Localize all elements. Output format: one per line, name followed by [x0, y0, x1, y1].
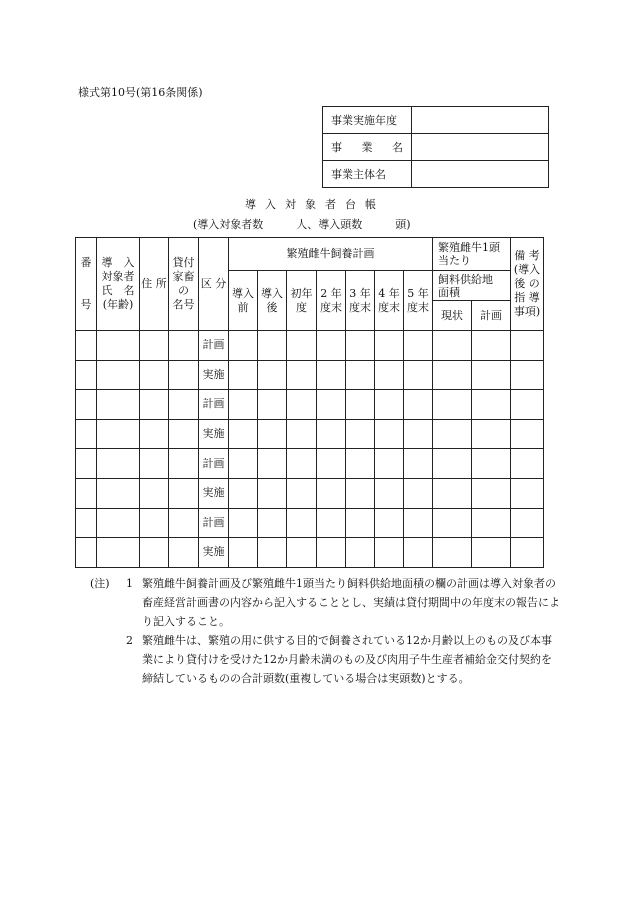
table-cell[interactable]	[346, 449, 375, 479]
table-cell[interactable]	[472, 478, 511, 508]
table-cell[interactable]	[433, 538, 472, 568]
table-cell[interactable]	[169, 360, 199, 390]
table-cell[interactable]	[287, 360, 317, 390]
table-cell[interactable]	[511, 478, 544, 508]
row-kubun-cell: 計画	[199, 508, 229, 538]
table-cell[interactable]	[140, 508, 169, 538]
table-cell[interactable]	[404, 331, 433, 361]
header-loan-livestock: 貸付 家畜 の 名号	[169, 238, 199, 331]
table-cell[interactable]	[375, 538, 404, 568]
table-cell[interactable]	[404, 508, 433, 538]
table-cell[interactable]	[169, 331, 199, 361]
row-kubun-cell: 実施	[199, 360, 229, 390]
header-year3: 3 年 度末	[346, 271, 375, 331]
header-after: 導入 後	[258, 271, 287, 331]
table-cell[interactable]	[472, 331, 511, 361]
header-feed-area-1: 繁殖雌牛1頭 当たり	[433, 238, 511, 271]
table-cell[interactable]	[97, 331, 140, 361]
table-cell[interactable]	[76, 508, 97, 538]
table-cell[interactable]	[258, 478, 287, 508]
table-cell[interactable]	[375, 390, 404, 420]
notes-mark: (注)	[90, 577, 110, 590]
table-cell[interactable]	[229, 390, 258, 420]
row-kubun-cell: 計画	[199, 390, 229, 420]
table-cell[interactable]	[169, 508, 199, 538]
table-cell[interactable]	[346, 360, 375, 390]
table-cell[interactable]	[97, 478, 140, 508]
row-kubun-cell: 実施	[199, 538, 229, 568]
table-cell[interactable]	[229, 360, 258, 390]
table-cell[interactable]	[346, 419, 375, 449]
table-cell[interactable]	[317, 331, 346, 361]
table-cell[interactable]	[140, 331, 169, 361]
table-cell[interactable]	[346, 538, 375, 568]
table-cell[interactable]	[472, 419, 511, 449]
table-cell[interactable]	[287, 331, 317, 361]
table-cell[interactable]	[76, 390, 97, 420]
table-cell[interactable]	[404, 478, 433, 508]
table-row	[76, 449, 544, 479]
table-row	[76, 478, 544, 508]
table-body	[76, 331, 544, 568]
document-subtitle: (導入対象者数 人、導入頭数 頭)	[193, 218, 411, 231]
table-cell[interactable]	[511, 390, 544, 420]
table-cell[interactable]	[140, 419, 169, 449]
table-cell[interactable]	[76, 449, 97, 479]
header-year2: 2 年 度末	[317, 271, 346, 331]
header-year5: 5 年 度末	[404, 271, 433, 331]
notes-section	[90, 574, 560, 688]
note-text: 繁殖雌牛は、繁殖の用に供する目的で飼養されている12か月齢以上のもの及び本事業により貸付けを受けた12か月齢未満のもの及び肉用子牛生産者補給金交付契約を締結しているものの合計頭数(重複している場合は実頭数)とする。	[142, 634, 552, 685]
table-cell[interactable]	[140, 360, 169, 390]
table-cell[interactable]	[97, 449, 140, 479]
table-cell[interactable]	[76, 331, 97, 361]
note-number: 1	[126, 577, 133, 590]
table-cell[interactable]	[258, 508, 287, 538]
register-table	[75, 237, 544, 568]
table-cell[interactable]	[140, 538, 169, 568]
header-year4: 4 年 度末	[375, 271, 404, 331]
header-plan: 計画	[472, 301, 511, 331]
header-feed-area-2: 飼料供給地 面積	[433, 271, 511, 301]
form-number: 様式第10号(第16条関係)	[78, 86, 203, 99]
table-cell[interactable]	[375, 419, 404, 449]
table-cell[interactable]	[140, 478, 169, 508]
label-project-name: 事 業 名	[323, 134, 412, 161]
table-cell[interactable]	[76, 360, 97, 390]
table-cell[interactable]	[317, 449, 346, 479]
header-before: 導入 前	[229, 271, 258, 331]
table-header-row-1	[76, 238, 544, 271]
table-cell[interactable]	[433, 508, 472, 538]
header-row-project	[323, 134, 549, 161]
note-item-1	[90, 574, 560, 631]
table-cell[interactable]	[472, 390, 511, 420]
table-cell[interactable]	[511, 449, 544, 479]
table-cell[interactable]	[375, 331, 404, 361]
table-cell[interactable]	[140, 390, 169, 420]
table-cell[interactable]	[346, 508, 375, 538]
table-cell[interactable]	[404, 390, 433, 420]
header-target: 導 入 対象者 氏 名 (年齢)	[97, 238, 140, 331]
table-cell[interactable]	[317, 419, 346, 449]
table-row	[76, 331, 544, 361]
table-cell[interactable]	[258, 538, 287, 568]
header-row-entity	[323, 161, 549, 188]
table-cell[interactable]	[346, 478, 375, 508]
table-cell[interactable]	[97, 538, 140, 568]
row-kubun-cell: 実施	[199, 478, 229, 508]
table-cell[interactable]	[229, 538, 258, 568]
table-cell[interactable]	[433, 449, 472, 479]
value-project-name[interactable]	[412, 134, 549, 161]
table-cell[interactable]	[258, 331, 287, 361]
table-row	[76, 508, 544, 538]
note-number: 2	[126, 634, 133, 647]
table-cell[interactable]	[317, 508, 346, 538]
table-cell[interactable]	[511, 538, 544, 568]
header-kubun: 区 分	[199, 238, 229, 331]
table-cell[interactable]	[472, 449, 511, 479]
table-cell[interactable]	[97, 390, 140, 420]
label-fiscal-year: 事業実施年度	[323, 107, 412, 134]
table-cell[interactable]	[287, 449, 317, 479]
table-cell[interactable]	[287, 390, 317, 420]
table-cell[interactable]	[258, 419, 287, 449]
table-cell[interactable]	[433, 478, 472, 508]
table-cell[interactable]	[229, 449, 258, 479]
header-breeding-plan: 繁殖雌牛飼養計画	[229, 238, 433, 271]
document-title: 導入対象者台帳	[245, 198, 385, 211]
table-cell[interactable]	[433, 331, 472, 361]
value-project-entity[interactable]	[412, 161, 549, 188]
table-cell[interactable]	[346, 331, 375, 361]
table-cell[interactable]	[472, 508, 511, 538]
table-cell[interactable]	[97, 360, 140, 390]
header-first-year: 初年 度	[287, 271, 317, 331]
note-text: 繁殖雌牛飼養計画及び繁殖雌牛1頭当たり飼料供給地面積の欄の計画は導入対象者の畜産経営計画書の内容から記入することとし、実績は貸付期間中の年度末の報告により記入すること。	[142, 577, 560, 628]
table-cell[interactable]	[317, 360, 346, 390]
table-cell[interactable]	[169, 419, 199, 449]
table-cell[interactable]	[511, 508, 544, 538]
table-cell[interactable]	[511, 331, 544, 361]
table-cell[interactable]	[287, 538, 317, 568]
row-kubun-cell: 計画	[199, 331, 229, 361]
table-cell[interactable]	[287, 419, 317, 449]
table-cell[interactable]	[375, 478, 404, 508]
table-cell[interactable]	[433, 360, 472, 390]
table-cell[interactable]	[76, 538, 97, 568]
table-cell[interactable]	[404, 538, 433, 568]
row-kubun-cell: 計画	[199, 449, 229, 479]
table-cell[interactable]	[472, 538, 511, 568]
value-fiscal-year[interactable]	[412, 107, 549, 134]
table-cell[interactable]	[229, 331, 258, 361]
table-cell[interactable]	[433, 390, 472, 420]
table-cell[interactable]	[169, 478, 199, 508]
table-cell[interactable]	[375, 360, 404, 390]
table-cell[interactable]	[375, 508, 404, 538]
label-project-entity: 事業主体名	[323, 161, 412, 188]
header-address: 住 所	[140, 238, 169, 331]
table-cell[interactable]	[169, 390, 199, 420]
table-cell[interactable]	[229, 419, 258, 449]
table-cell[interactable]	[511, 360, 544, 390]
table-cell[interactable]	[97, 508, 140, 538]
table-cell[interactable]	[258, 390, 287, 420]
table-row	[76, 390, 544, 420]
table-cell[interactable]	[76, 478, 97, 508]
row-kubun-cell: 実施	[199, 419, 229, 449]
project-info-table	[322, 106, 549, 188]
header-current: 現状	[433, 301, 472, 331]
table-cell[interactable]	[317, 390, 346, 420]
table-cell[interactable]	[346, 390, 375, 420]
table-cell[interactable]	[229, 508, 258, 538]
header-number: 番 号	[76, 238, 97, 331]
table-cell[interactable]	[287, 478, 317, 508]
table-cell[interactable]	[258, 449, 287, 479]
table-cell[interactable]	[140, 449, 169, 479]
table-cell[interactable]	[229, 478, 258, 508]
table-cell[interactable]	[472, 360, 511, 390]
table-row	[76, 419, 544, 449]
header-row-year	[323, 107, 549, 134]
table-cell[interactable]	[169, 538, 199, 568]
table-cell[interactable]	[511, 419, 544, 449]
header-remarks: 備 考 (導入 後 の 指 導 事項)	[511, 238, 544, 331]
table-row	[76, 360, 544, 390]
table-cell[interactable]	[404, 449, 433, 479]
table-cell[interactable]	[258, 360, 287, 390]
table-cell[interactable]	[404, 419, 433, 449]
note-item-2	[90, 631, 560, 688]
table-cell[interactable]	[433, 419, 472, 449]
table-row	[76, 538, 544, 568]
table-cell[interactable]	[76, 419, 97, 449]
table-cell[interactable]	[169, 449, 199, 479]
table-cell[interactable]	[317, 538, 346, 568]
table-cell[interactable]	[97, 419, 140, 449]
table-cell[interactable]	[404, 360, 433, 390]
table-cell[interactable]	[317, 478, 346, 508]
table-cell[interactable]	[287, 508, 317, 538]
table-cell[interactable]	[375, 449, 404, 479]
